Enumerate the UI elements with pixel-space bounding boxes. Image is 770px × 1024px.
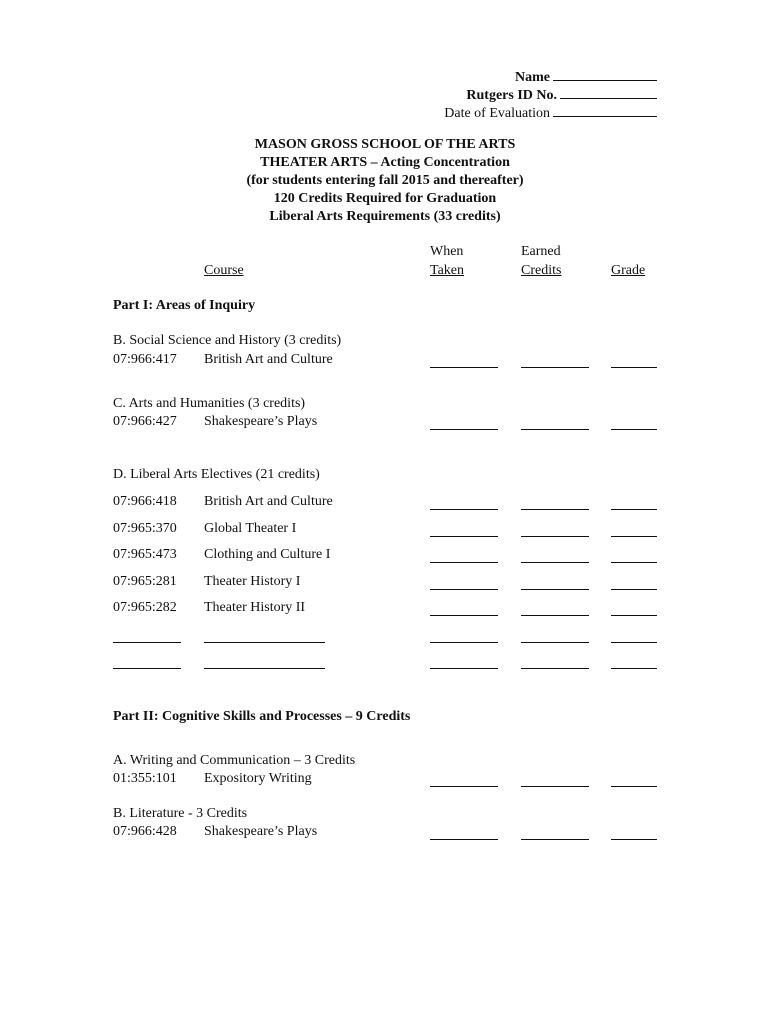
earned-credits-blank[interactable]	[521, 588, 589, 590]
entry-note: (for students entering fall 2015 and thereafter)	[246, 173, 524, 188]
grade-blank[interactable]	[611, 838, 657, 840]
course-name: Shakespeare’s Plays	[204, 414, 318, 429]
course-code: 07:966:418	[113, 494, 177, 509]
when-taken-blank[interactable]	[430, 535, 498, 537]
course-code: 07:966:417	[113, 352, 177, 367]
grade-blank[interactable]	[611, 508, 657, 510]
when-taken-blank[interactable]	[430, 428, 498, 430]
grade-blank[interactable]	[611, 535, 657, 537]
col-when-bottom: Taken	[430, 263, 465, 278]
liberal-arts-title: Liberal Arts Requirements (33 credits)	[269, 209, 501, 224]
earned-credits-blank[interactable]	[521, 508, 589, 510]
date-label: Date of Evaluation	[444, 106, 550, 121]
course-code: 07:965:282	[113, 600, 177, 615]
name-blank[interactable]	[553, 66, 657, 81]
section-b-heading: B. Social Science and History (3 credits)	[113, 333, 342, 348]
course-name: Expository Writing	[204, 771, 312, 786]
rutgers-id-label: Rutgers ID No.	[466, 88, 557, 103]
elective-code-blank[interactable]	[113, 667, 181, 669]
col-earned-top: Earned	[521, 244, 561, 259]
earned-credits-blank[interactable]	[521, 561, 589, 563]
course-name: Clothing and Culture I	[204, 547, 331, 562]
col-grade: Grade	[611, 263, 646, 278]
col-course: Course	[204, 263, 244, 278]
earned-credits-blank[interactable]	[521, 667, 589, 669]
course-name: Global Theater I	[204, 521, 297, 536]
earned-credits-blank[interactable]	[521, 641, 589, 643]
when-taken-blank[interactable]	[430, 838, 498, 840]
earned-credits-blank[interactable]	[521, 428, 589, 430]
when-taken-blank[interactable]	[430, 641, 498, 643]
section-a-heading: A. Writing and Communication – 3 Credits	[113, 753, 356, 768]
when-taken-blank[interactable]	[430, 588, 498, 590]
elective-name-blank[interactable]	[204, 641, 325, 643]
when-taken-blank[interactable]	[430, 614, 498, 616]
course-name: British Art and Culture	[204, 352, 333, 367]
when-taken-blank[interactable]	[430, 366, 498, 368]
course-name: British Art and Culture	[204, 494, 333, 509]
grade-blank[interactable]	[611, 428, 657, 430]
when-taken-blank[interactable]	[430, 561, 498, 563]
name-label: Name	[515, 70, 550, 85]
course-code: 01:355:101	[113, 771, 177, 786]
earned-credits-blank[interactable]	[521, 366, 589, 368]
earned-credits-blank[interactable]	[521, 785, 589, 787]
when-taken-blank[interactable]	[430, 785, 498, 787]
course-code: 07:966:427	[113, 414, 177, 429]
earned-credits-blank[interactable]	[521, 535, 589, 537]
grade-blank[interactable]	[611, 366, 657, 368]
course-code: 07:965:281	[113, 574, 177, 589]
name-field	[515, 66, 657, 86]
grade-blank[interactable]	[611, 667, 657, 669]
earned-credits-blank[interactable]	[521, 838, 589, 840]
col-earned-bottom: Credits	[521, 263, 562, 278]
section-c-heading: C. Arts and Humanities (3 credits)	[113, 396, 306, 411]
grade-blank[interactable]	[611, 785, 657, 787]
grade-blank[interactable]	[611, 561, 657, 563]
course-code: 07:965:370	[113, 521, 177, 536]
credits-required: 120 Credits Required for Graduation	[273, 191, 497, 206]
when-taken-blank[interactable]	[430, 508, 498, 510]
part1-title: Part I: Areas of Inquiry	[113, 298, 256, 313]
program-title: THEATER ARTS – Acting Concentration	[260, 155, 510, 170]
grade-blank[interactable]	[611, 614, 657, 616]
elective-code-blank[interactable]	[113, 641, 181, 643]
date-field	[444, 102, 657, 122]
section-d-heading: D. Liberal Arts Electives (21 credits)	[113, 467, 320, 482]
grade-blank[interactable]	[611, 641, 657, 643]
course-code: 07:965:473	[113, 547, 177, 562]
section-b-heading: B. Literature - 3 Credits	[113, 806, 248, 821]
grade-blank[interactable]	[611, 588, 657, 590]
elective-name-blank[interactable]	[204, 667, 325, 669]
course-name: Shakespeare’s Plays	[204, 824, 318, 839]
earned-credits-blank[interactable]	[521, 614, 589, 616]
course-code: 07:966:428	[113, 824, 177, 839]
part2-title: Part II: Cognitive Skills and Processes – 9 Credits	[113, 709, 411, 724]
course-name: Theater History I	[204, 574, 301, 589]
when-taken-blank[interactable]	[430, 667, 498, 669]
col-when-top: When	[430, 244, 464, 259]
school-title: MASON GROSS SCHOOL OF THE ARTS	[254, 137, 516, 152]
date-blank[interactable]	[553, 102, 657, 117]
rutgers-id-blank[interactable]	[560, 84, 657, 99]
course-name: Theater History II	[204, 600, 306, 615]
rutgers-id-field	[466, 84, 657, 104]
